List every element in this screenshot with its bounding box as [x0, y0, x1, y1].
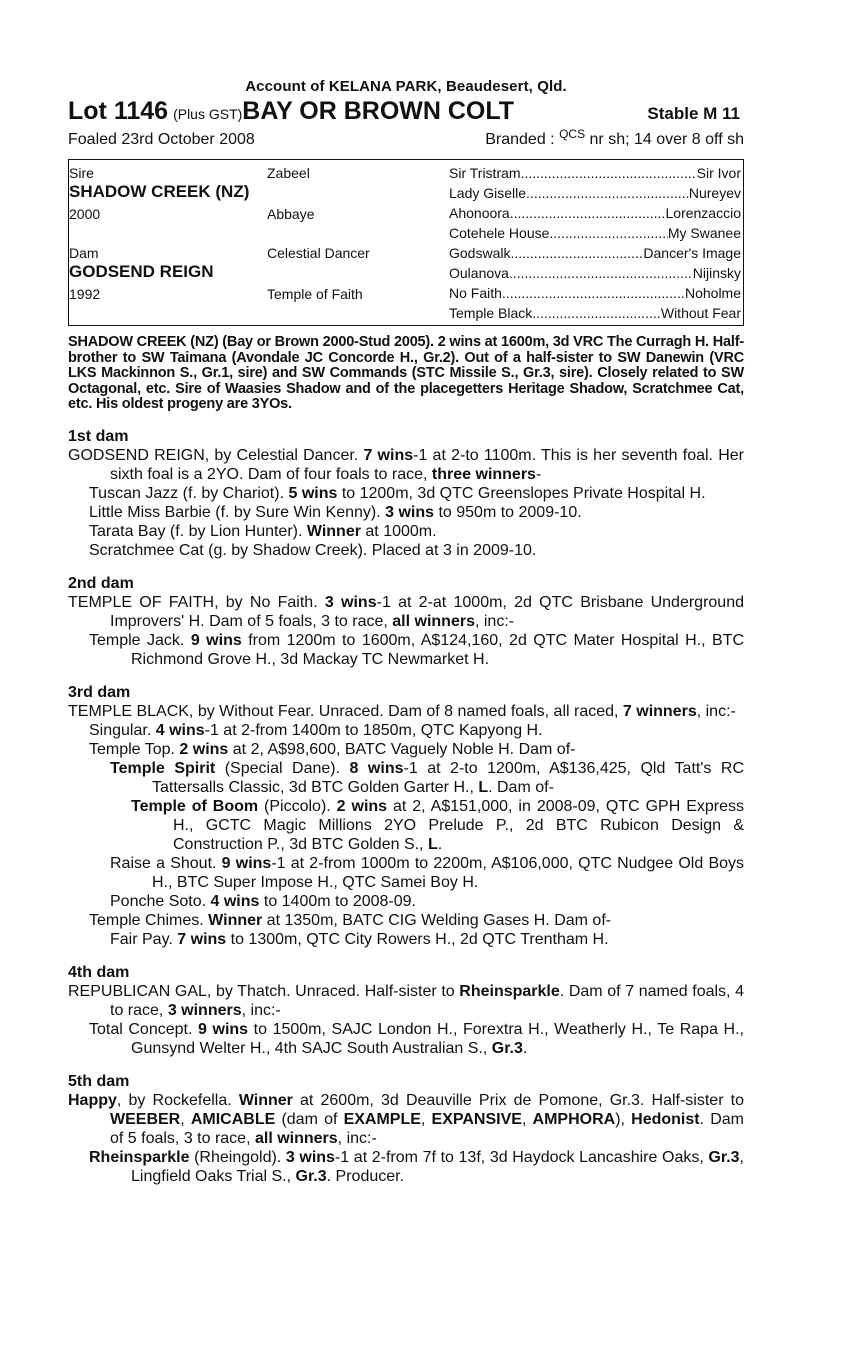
dam-name: GODSEND REIGN	[69, 262, 214, 281]
text-segment: 7 winners	[622, 702, 697, 720]
text-segment: to 1200m, 3d QTC Greenslopes Private Hospital H.	[337, 484, 706, 502]
text-segment: -1 at 2-from 1000m to 2200m, A$106,000, QTC Nudgee Old Boys H., BTC Super Impose H., QTC Samei Boy H.	[152, 854, 745, 891]
text-segment: -1 at 2-at 1000m, 2d QTC Brisbane Underground Improvers' H. Dam of 5 foals, 3 to race,	[110, 593, 744, 630]
text-segment: 3 wins	[285, 1148, 335, 1166]
text-segment: to 950m to 2009-10.	[434, 503, 582, 521]
text-segment: at 1350m, BATC CIG Welding Gases H. Dam of-	[262, 911, 612, 929]
dam-label: Dam	[69, 245, 99, 261]
progeny-entry	[68, 759, 744, 797]
progeny-entry	[68, 522, 744, 541]
branded-suffix: nr sh; 14 over 8 off sh	[589, 131, 744, 148]
text-segment: Temple Spirit	[110, 759, 216, 777]
text-segment: at 2, A$98,600, BATC Vaguely Noble H. Dam of-	[228, 740, 576, 758]
text-segment: 3 wins	[385, 503, 435, 521]
text-segment: 3 winners	[167, 1001, 242, 1019]
text-segment: , inc:-	[696, 702, 736, 720]
text-segment: AMICABLE	[190, 1110, 276, 1128]
progeny-entry	[68, 740, 744, 759]
brand-info	[485, 127, 744, 149]
text-segment: TEMPLE OF FAITH, by No Faith.	[68, 593, 325, 611]
dam-year: 1992	[69, 286, 101, 302]
dam-entry	[68, 593, 744, 631]
dam-heading: 4th dam	[68, 963, 130, 981]
text-segment: from 1200m to 1600m, A$124,160, 2d QTC Mater Hospital H., BTC Richmond Grove H., 3d Mackay TC Newmarket H.	[131, 631, 745, 668]
sire-year: 2000	[69, 206, 101, 222]
text-segment: -1 at 2-to 1200m, A$136,425, Qld Tatt's RC Tattersalls Classic, 3d BTC Golden Garter H.,	[152, 759, 745, 796]
text-segment: WEEBER	[110, 1110, 181, 1128]
text-segment: Rheinsparkle	[459, 982, 560, 1000]
text-segment: 3 wins	[324, 593, 377, 611]
text-segment: 4 wins	[155, 721, 205, 739]
dam-section	[68, 574, 744, 669]
text-segment: all winners	[392, 612, 475, 630]
text-segment: -1 at 2-to 1100m. This is her seventh foal. Her sixth foal is a 2YO. Dam of four foals to race,	[110, 446, 744, 483]
text-segment: , inc:-	[241, 1001, 281, 1019]
text-segment: Little Miss Barbie (f. by Sure Win Kenny).	[89, 503, 386, 521]
dam-heading: 1st dam	[68, 427, 129, 445]
dam-section	[68, 683, 744, 949]
ancestor-right: Nijinsky	[692, 265, 741, 281]
dam-heading: 5th dam	[68, 1072, 130, 1090]
progeny-entry	[68, 631, 744, 669]
dam-sections	[68, 427, 744, 1186]
ancestor-row	[449, 303, 741, 323]
ancestor-left: Ahonoora	[449, 205, 510, 221]
stable-number: Stable M 11	[647, 104, 740, 123]
ancestor-right: Nureyev	[688, 185, 741, 201]
text-segment: .	[437, 835, 443, 853]
text-segment: (Piccolo).	[258, 797, 337, 815]
sire-dam: Abbaye	[267, 206, 315, 222]
ancestor-row	[449, 243, 741, 263]
text-segment: to 1400m to 2008-09.	[259, 892, 416, 910]
dam-section	[68, 963, 744, 1058]
text-segment: Singular.	[89, 721, 156, 739]
text-segment: Gr.3	[491, 1039, 523, 1057]
text-segment: Winner	[306, 522, 361, 540]
text-segment: Raise a Shout.	[110, 854, 222, 872]
text-segment: . Dam of-	[488, 778, 554, 796]
progeny-entry	[68, 503, 744, 522]
progeny-entry	[68, 911, 744, 930]
pedigree-table	[68, 159, 744, 326]
text-segment: Winner	[238, 1091, 293, 1109]
text-segment: -1 at 2-from 7f to 13f, 3d Haydock Lancashire Oaks,	[334, 1148, 709, 1166]
ancestor-right: Noholme	[684, 285, 741, 301]
text-segment: to 1300m, QTC City Rowers H., 2d QTC Trentham H.	[226, 930, 609, 948]
foaled-date: Foaled 23rd October 2008	[68, 131, 255, 148]
ancestor-row	[449, 163, 741, 183]
text-segment: EXAMPLE	[343, 1110, 421, 1128]
dam-entry	[68, 982, 744, 1020]
text-segment: AMPHORA	[532, 1110, 616, 1128]
text-segment: L	[427, 835, 438, 853]
dam-section	[68, 427, 744, 560]
text-segment: Temple Chimes.	[89, 911, 209, 929]
progeny-entry	[68, 854, 744, 892]
ancestor-right: Lorenzaccio	[665, 205, 741, 221]
plus-gst-note: (Plus GST)	[173, 106, 243, 122]
text-segment: TEMPLE BLACK, by Without Fear. Unraced. Dam of 8 named foals, all raced,	[68, 702, 623, 720]
ancestor-right: Without Fear	[660, 305, 741, 321]
text-segment: Scratchmee Cat (g. by Shadow Creek). Placed at 3 in 2009-10.	[89, 541, 537, 559]
text-segment: Ponche Soto.	[110, 892, 211, 910]
dam-dam: Temple of Faith	[267, 286, 363, 302]
text-segment: Fair Pay.	[110, 930, 178, 948]
text-segment: Temple of Boom	[131, 797, 259, 815]
text-segment: . Producer.	[326, 1167, 405, 1185]
vendor-account: Account of KELANA PARK, Beaudesert, Qld.	[245, 78, 567, 95]
dam-section	[68, 1072, 744, 1186]
progeny-entry	[68, 1148, 744, 1186]
sire-sire: Zabeel	[267, 165, 310, 181]
text-segment: Temple Top.	[89, 740, 180, 758]
ancestor-row	[449, 263, 741, 283]
text-segment: 7 wins	[363, 446, 414, 464]
text-segment: 2 wins	[336, 797, 388, 815]
progeny-entry	[68, 892, 744, 911]
text-segment: Tarata Bay (f. by Lion Hunter).	[89, 522, 307, 540]
dam-entry	[68, 446, 744, 484]
text-segment: Temple Jack.	[89, 631, 191, 649]
text-segment: at 2600m, 3d Deauville Prix de Pomone, Gr.3. Half-sister to	[292, 1091, 744, 1109]
sire-summary: SHADOW CREEK (NZ) (Bay or Brown 2000-Stud 2005). 2 wins at 1600m, 3d VRC The Curragh H. Half-brother to SW Taimana (Avondale JC Concorde H., Gr.2). Out of a half-sister to SW Danewin (VRC LKS Mackinnon S., Gr.1, sire) and SW Commands (STC Missile S., Gr.3, sire). Closely related to SW Octagonal, etc. Sire of Waasies Shadow and of the placegetters Heritage Shadow, Scratchmee Cat, etc. His oldest progeny are 3YOs.	[68, 334, 744, 412]
text-segment: (Special Dane).	[215, 759, 350, 777]
text-segment: ,	[180, 1110, 191, 1128]
brand-mark: QCS	[559, 127, 586, 141]
ancestor-left: Sir Tristram	[449, 165, 521, 181]
sire-label: Sire	[69, 165, 94, 181]
ancestor-left: Temple Black	[449, 305, 533, 321]
text-segment: Tuscan Jazz (f. by Chariot).	[89, 484, 289, 502]
progeny-entry	[68, 541, 744, 560]
lot-number: Lot 1146	[68, 97, 169, 125]
text-segment: to 1500m, SAJC London H., Forextra H., Weatherly H., Te Rapa H., Gunsynd Welter H., 4th SAJC South Australian S.,	[131, 1020, 745, 1057]
ancestor-right: Sir Ivor	[696, 165, 741, 181]
text-segment: 4 wins	[210, 892, 260, 910]
text-segment: Gr.3	[295, 1167, 327, 1185]
text-segment: 9 wins	[198, 1020, 249, 1038]
text-segment: (dam of	[275, 1110, 344, 1128]
ancestor-row	[449, 283, 741, 303]
ancestor-left: Oulanova	[449, 265, 509, 281]
ancestor-right: My Swanee	[667, 225, 741, 241]
text-segment: -	[535, 465, 542, 483]
text-segment: .	[522, 1039, 528, 1057]
progeny-entry	[68, 930, 744, 949]
progeny-entry	[68, 721, 744, 740]
ancestor-left: Cotehele House	[449, 225, 550, 241]
text-segment: . Dam of 7 named foals, 4 to race,	[110, 982, 744, 1019]
text-segment: -1 at 2-from 1400m to 1850m, QTC Kapyong H.	[204, 721, 543, 739]
text-segment: Total Concept.	[89, 1020, 199, 1038]
ancestor-row	[449, 183, 741, 203]
dam-heading: 3rd dam	[68, 683, 131, 701]
text-segment: 2 wins	[179, 740, 229, 758]
ancestor-left: No Faith	[449, 285, 502, 301]
branded-prefix: Branded :	[485, 131, 555, 148]
text-segment: (Rheingold).	[189, 1148, 286, 1166]
text-segment: 8 wins	[349, 759, 404, 777]
ancestor-left: Lady Giselle	[449, 185, 527, 201]
text-segment: at 2, A$151,000, in 2008-09, QTC GPH Express H., GCTC Magic Millions 2YO Prelude P., 2d BTC Rubicon Design & Construction P., 3d BTC Golden S.,	[173, 797, 745, 853]
dam-sire: Celestial Dancer	[267, 245, 370, 261]
text-segment: , inc:-	[474, 612, 515, 630]
text-segment: REPUBLICAN GAL, by Thatch. Unraced. Half-sister to	[68, 982, 460, 1000]
sire-name: SHADOW CREEK (NZ)	[69, 182, 250, 201]
text-segment: L	[478, 778, 489, 796]
ancestor-right: Dancer's Image	[643, 245, 741, 261]
text-segment: Gr.3	[708, 1148, 740, 1166]
text-segment: at 1000m.	[360, 522, 437, 540]
text-segment: Hedonist	[631, 1110, 700, 1128]
text-segment: Winner	[208, 911, 263, 929]
text-segment: ),	[615, 1110, 632, 1128]
text-segment: ,	[420, 1110, 432, 1128]
text-segment: 9 wins	[221, 854, 272, 872]
text-segment: , Lingfield Oaks Trial S.,	[131, 1148, 744, 1185]
dam-entry	[68, 702, 744, 721]
text-segment: three winners	[431, 465, 536, 483]
text-segment: EXPANSIVE	[431, 1110, 522, 1128]
ancestor-left: Godswalk	[449, 245, 511, 261]
text-segment: . Dam of 5 foals, 3 to race,	[110, 1110, 744, 1147]
dam-heading: 2nd dam	[68, 574, 134, 592]
ancestor-row	[449, 223, 741, 243]
progeny-entry	[68, 484, 744, 503]
foaled-line	[68, 127, 744, 149]
text-segment: , inc:-	[337, 1129, 377, 1147]
progeny-entry	[68, 797, 744, 854]
text-segment: , by Rockefella.	[116, 1091, 239, 1109]
ancestor-row	[449, 203, 741, 223]
text-segment: all winners	[254, 1129, 338, 1147]
lot-title: BAY OR BROWN COLT	[242, 97, 515, 125]
text-segment: ,	[521, 1110, 533, 1128]
dam-entry	[68, 1091, 744, 1148]
text-segment: 7 wins	[177, 930, 227, 948]
text-segment: GODSEND REIGN, by Celestial Dancer.	[68, 446, 364, 464]
text-segment: 9 wins	[190, 631, 242, 649]
text-segment: Happy	[68, 1091, 117, 1109]
catalogue-page	[68, 78, 744, 1186]
text-segment: Rheinsparkle	[89, 1148, 190, 1166]
progeny-entry	[68, 1020, 744, 1058]
lot-line	[68, 97, 744, 126]
text-segment: 5 wins	[288, 484, 338, 502]
